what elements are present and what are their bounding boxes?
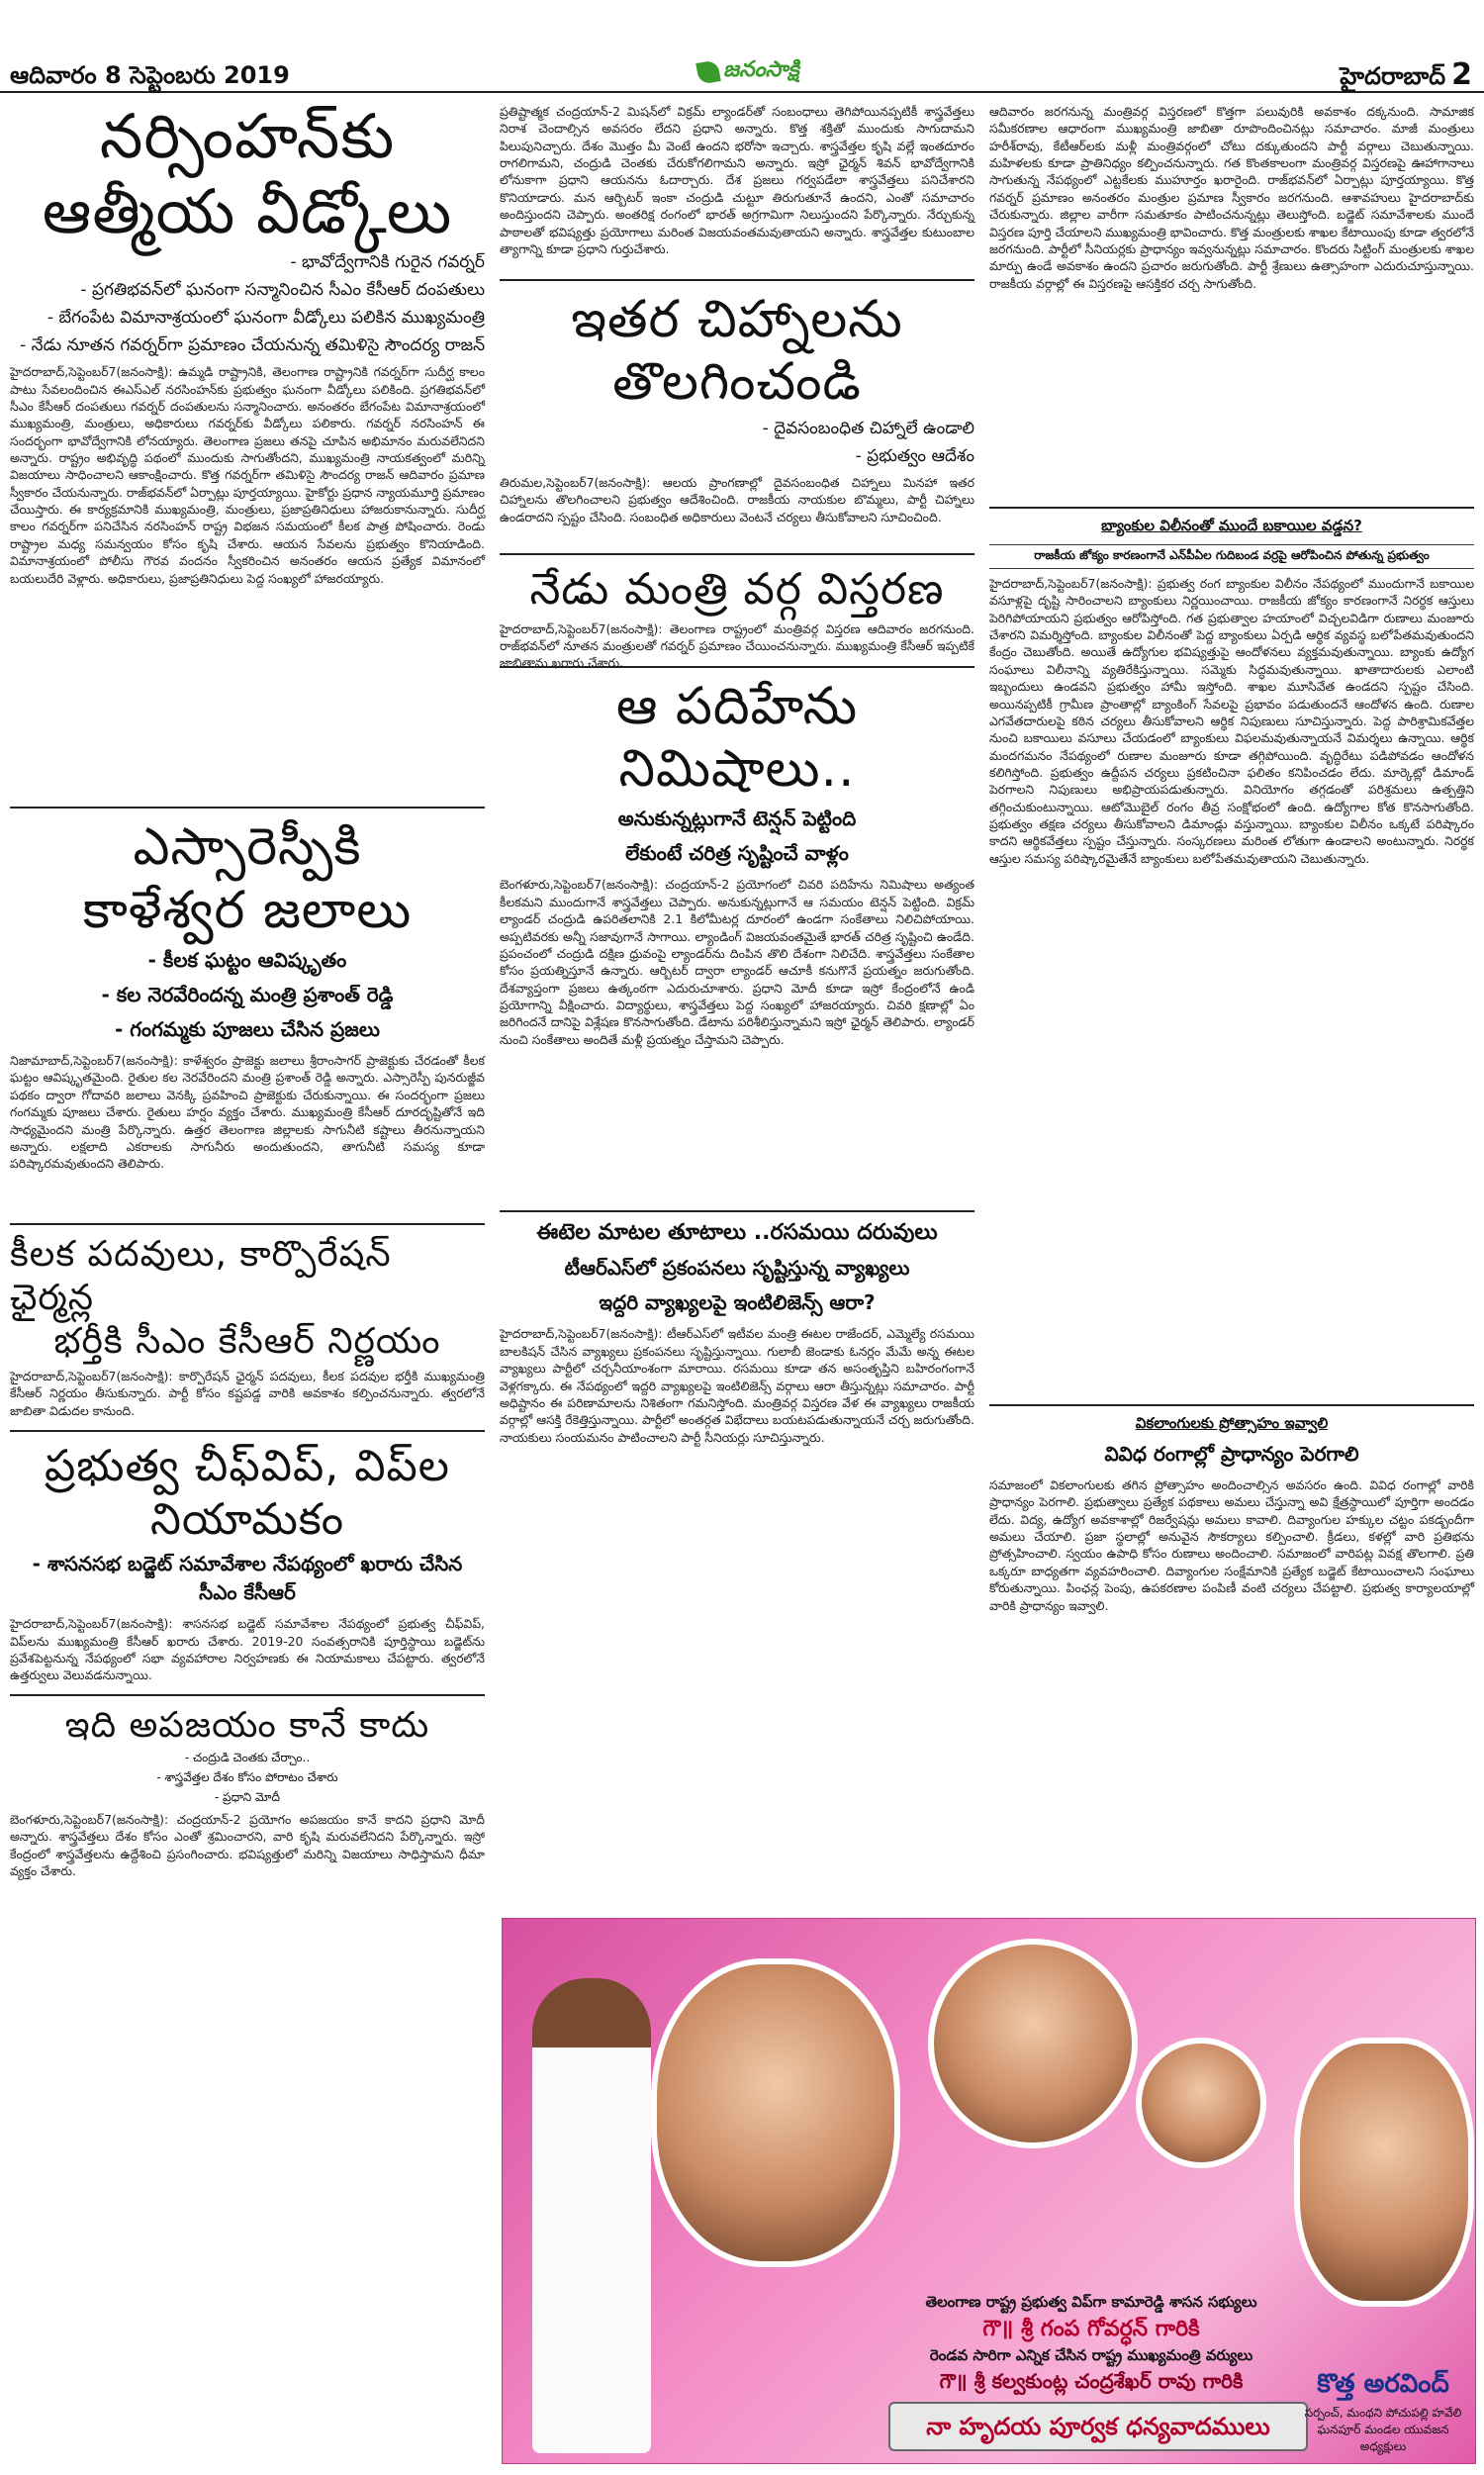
city-name: హైదరాబాద్	[1340, 62, 1446, 90]
article-body: బెంగళూరు,సెప్టెంబర్7(జనంసాక్షి): చంద్రయాన్-2 ప్రయోగం అపజయం కానే కాదని ప్రధాని మోదీ అన్నారు. శాస్త్రవేత్తలు దేశం కోసం ఎంతో శ్రమించారని, వారి కృషి మరువలేనిదని పేర్కొన్నారు. ఇస్రో కేంద్రంలో శాస్త్రవేత్తలను ఉద్దేశించి ప్రసంగించారు. భవిష్యత్తులో మరిన్ని విజయాలు సాధిస్తామని ధీమా వ్యక్తం చేశారు.	[10, 1812, 485, 1879]
headline-disabled: వికలాంగులకు ప్రోత్సాహం ఇవ్వాలి	[1135, 1414, 1329, 1432]
divider	[989, 507, 1474, 509]
headline-not-failure: ఇది అపజయం కానే కాదు	[64, 1705, 430, 1747]
divider	[10, 1430, 485, 1432]
byline: - ప్రధాని మోదీ	[214, 1790, 281, 1805]
deck-line: - బేగంపేట విమానాశ్రయంలో ఘనంగా వీడ్కోలు పలికిన ముఖ్యమంత్రి	[46, 308, 485, 329]
subheading: రాజకీయ జోక్యం కారణంగానే ఎన్‌పీఏల గుదిబండ వర్రపై ఆరోపించిన పోతున్న ప్రభుత్వం	[989, 544, 1474, 569]
article-body: బెంగళూరు,సెప్టెంబర్7(జనంసాక్షి): చంద్రయాన్-2 ప్రయోగంలో చివరి పదిహేను నిమిషాలు అత్యంత కీలకమని ముందుగానే శాస్త్రవేత్తలు చెప్పారు. అనుకున్నట్లుగానే ఆ సమయం టెన్షన్ పెట్టింది. విక్రమ్ ల్యాండర్ చంద్రుడి ఉపరితలానికి 2.1 కిలోమీటర్ల దూరంలో ఉండగా సంకేతాలు నిలిచిపోయాయి. అప్పటివరకు అన్నీ సజావుగానే సాగాయి. ల్యాండింగ్ విజయవంతమైతే భారత్ చరిత్ర సృష్టించి ఉండేది. ప్రపంచంలో చంద్రుడి దక్షిణ ధ్రువంపై ల్యాండర్‌ను దింపిన తొలి దేశంగా నిలిచేది. శాస్త్రవేత్తలు సంకేతాల కోసం ప్రయత్నిస్తూనే ఉన్నారు. ఆర్బిటర్ ద్వారా ల్యాండర్ ఆచూకీ కనుగొనే ప్రయత్నం జరుగుతోంది. దేశవ్యాప్తంగా ప్రజలు ఉత్కంఠగా ఎదురుచూశారు. ప్రధాని మోదీ కూడా ఇస్రో కేంద్రంలోనే ఉండి ప్రయోగాన్ని వీక్షించారు. విద్యార్థులు, శాస్త్రవేత్తలు పెద్ద సంఖ్యలో హాజరయ్యారు. చివరి క్షణాల్లో ఏం జరిగిందనే దానిపై విశ్లేషణ కొనసాగుతోంది. డేటాను పరిశీలిస్తున్నామని ఇస్రో ఛైర్మన్ తెలిపారు. ల్యాండర్ నుంచి సంకేతాలు అందితే మళ్లీ ప్రయత్నం చేస్తామని చెప్పారు.	[500, 877, 974, 1047]
article-body: హైదరాబాద్,సెప్టెంబర్7(జనంసాక్షి): ఉమ్మడి రాష్ట్రానికి, తెలంగాణ రాష్ట్రానికి గవర్నర్‌గా సుదీర్ఘ కాలం పాటు సేవలందించిన ఈఎస్‌ఎల్ నరసింహన్‌కు ప్రభుత్వం ఘనంగా వీడ్కోలు పలికింది. ప్రగతిభవన్‌లో సీఎం కేసీఆర్ దంపతులు గవర్నర్ దంపతులను సన్మానించారు. అనంతరం బేగంపేట విమానాశ్రయంలో ముఖ్యమంత్రి, మంత్రులు, అధికారులు గవర్నర్‌కు వీడ్కోలు పలికారు. గవర్నర్ నరసింహన్ ఈ సందర్భంగా భావోద్వేగానికి లోనయ్యారు. తెలంగాణ ప్రజలు తనపై చూపిన అభిమానం మరువలేనిదని అన్నారు. రాష్ట్రం అభివృద్ధి పథంలో ముందుకు సాగుతోందని, ముఖ్యమంత్రి నాయకత్వంలో మరిన్ని విజయాలు సాధించాలని ఆకాంక్షించారు. కొత్త గవర్నర్‌గా తమిళిసై సౌందర్య రాజన్ ఆదివారం ప్రమాణ స్వీకారం చేయనున్నారు. రాజ్‌భవన్‌లో ఏర్పాట్లు పూర్తయ్యాయి. హైకోర్టు ప్రధాన న్యాయమూర్తి ప్రమాణం చేయిస్తారు. ఈ కార్యక్రమానికి ముఖ్యమంత్రి, మంత్రులు, ప్రజాప్రతినిధులు హాజరుకానున్నారు. సుదీర్ఘ కాలం గవర్నర్‌గా పనిచేసిన నరసింహన్ రాష్ట్ర విభజన సమయంలో కీలక పాత్ర పోషించారు. రెండు రాష్ట్రాల మధ్య సమన్వయం కోసం కృషి చేశారు. ఆయన సేవలను ప్రభుత్వం కొనియాడింది. విమానాశ్రయంలో పోలీసు గౌరవ వందనం స్వీకరించిన అనంతరం ఆయన ప్రత్యేక విమానంలో బయలుదేరి వెళ్లారు. అధికారులు, ప్రజాప్రతినిధులు పెద్ద సంఖ్యలో హాజరయ్యారు.	[10, 364, 485, 586]
deck-line: - కల నెరవేరిందన్న మంత్రి ప్రశాంత్ రెడ్డి	[101, 983, 394, 1007]
headline-posts-line2: భర్తీకి సీఎం కేసీఆర్ నిర్ణయం	[53, 1320, 441, 1362]
headline-governor: నర్సింహన్‌కు	[99, 100, 396, 172]
headline-posts: కీలక పదవులు, కార్పొరేషన్ ఛైర్మన్ల	[10, 1234, 392, 1319]
headline-cabinet: నేడు మంత్రి వర్గ విస్తరణ	[529, 563, 945, 615]
leaf-icon	[696, 59, 720, 84]
headline-chief-whip: ప్రభుత్వ చీఫ్‌విప్, విప్‌ల	[45, 1440, 450, 1491]
article-body: హైదరాబాద్,సెప్టెంబర్7(జనంసాక్షి): శాసనసభ బడ్జెట్ సమావేశాల నేపథ్యంలో ప్రభుత్వ చీఫ్‌విప్, విప్‌లను ముఖ్యమంత్రి కేసీఆర్ ఖరారు చేశారు. 2019-20 సంవత్సరానికి పూర్తిస్థాయి బడ్జెట్‌ను ప్రవేశపెట్టనున్న నేపథ్యంలో సభా వ్యవహారాల నిర్వహణకు ఈ నియామకాలు చేపట్టారు. త్వరలోనే ఉత్తర్వులు వెలువడనున్నాయి.	[10, 1616, 485, 1683]
page-number: 2	[1451, 57, 1472, 92]
column-2	[500, 99, 974, 1537]
deck-line: - గంగమ్మకు పూజలు చేసిన ప్రజలు	[115, 1017, 380, 1042]
deck-line: టీఆర్‌ఎస్‌లో ప్రకంపనలు సృష్టిస్తున్న వ్యాఖ్యలు	[564, 1256, 910, 1281]
article-body: తిరుమల,సెప్టెంబర్7(జనంసాక్షి): ఆలయ ప్రాంగణాల్లో దైవసంబంధిత చిహ్నాలు మినహా ఇతర చిహ్నాలను తొలగించాలని ప్రభుత్వం ఆదేశించింది. రాజకీయ నాయకుల బొమ్మలు, పార్టీ చిహ్నాలు ఉండరాదని స్పష్టం చేసింది. సంబంధిత అధికారులు వెంటనే చర్యలు తీసుకోవాలని సూచించింది.	[500, 474, 974, 524]
divider	[10, 807, 485, 809]
headline-srsp: ఎస్సారెస్పీకి	[133, 817, 362, 878]
divider	[500, 553, 974, 555]
deck-line: - కీలక ఘట్టం ఆవిష్కృతం	[147, 948, 347, 973]
headline-fifteen-minutes: ఆ పదిహేను	[615, 676, 859, 736]
ad-text: గౌ॥ శ్రీ గంప గోవర్ధన్ గారికి	[982, 2317, 1200, 2341]
ad-sponsor-designation: సర్పంచ్, మంథని పోచుపల్లి హవేలి ఘనపూర్ మండల యువజన అధ్యక్షులు	[1304, 2406, 1462, 2453]
edition-date: ఆదివారం 8 సెప్టెంబరు 2019	[10, 61, 290, 89]
headline-etela: ఈటెల మాటల తూటాలు ..రసమయి దరువులు	[536, 1220, 938, 1246]
article-body: ప్రతిష్టాత్మక చంద్రయాన్-2 మిషన్‌లో విక్రమ్ ల్యాండర్‌తో సంబంధాలు తెగిపోయినప్పటికీ శాస్త్రవేత్తలు నిరాశ చెందాల్సిన అవసరం లేదని ప్రధాని అన్నారు. కొత్త శక్తితో ముందుకు సాగుదామని పిలుపునిచ్చారు. దేశం మొత్తం మీ వెంటే ఉందని భరోసా ఇచ్చారు. శాస్త్రవేత్తల కృషి వల్లే ఇంతదూరం రాగలిగామని, చంద్రుడి చెంతకు చేరుకోగలిగామని అన్నారు. ఇస్రో ఛైర్మన్ శివన్ భావోద్వేగానికి లోనుకాగా ప్రధాని ఆయనను ఓదార్చారు. దేశ ప్రజలు గర్వపడేలా శాస్త్రవేత్తలు పనిచేశారని కొనియాడారు. మన ఆర్బిటర్ ఇంకా చంద్రుడి చుట్టూ తిరుగుతూనే ఉందని, ఎంతో సమాచారం అందిస్తుందని చెప్పారు. అంతరిక్ష రంగంలో భారత్ అగ్రగామిగా నిలుస్తుందని పేర్కొన్నారు. నేర్చుకున్న పాఠాలతో భవిష్యత్తు ప్రయోగాలు మరింత విజయవంతమవుతాయని అన్నారు. శాస్త్రవేత్తల కుటుంబాల త్యాగాన్ని కూడా ప్రధాని గుర్తుచేశారు.	[500, 104, 974, 256]
deck-line: - ప్రభుత్వం ఆదేశం	[855, 445, 974, 466]
advertisement	[502, 1918, 1476, 2464]
deck-line: ఇద్దరి వ్యాఖ్యలపై ఇంటిలిజెన్స్ ఆరా?	[599, 1290, 876, 1315]
deck-line: లేకుంటే చరిత్ర సృష్టించే వాళ్లం	[625, 841, 849, 866]
article-body: హైదరాబాద్,సెప్టెంబర్7(జనంసాక్షి): తెలంగాణ రాష్ట్రంలో మంత్రివర్గ విస్తరణ ఆదివారం జరగనుంది. రాజ్‌భవన్‌లో నూతన మంత్రులతో గవర్నర్ ప్రమాణం చేయించనున్నారు. ముఖ్యమంత్రి కేసీఆర్ ఇప్పటికే జాబితాను ఖరారు చేశారు.	[500, 620, 974, 671]
ad-text: రెండవ సారిగా ఎన్నిక చేసిన రాష్ట్ర ముఖ్యమంత్రి వర్యులు	[929, 2346, 1253, 2364]
divider	[500, 279, 974, 281]
divider	[10, 1694, 485, 1696]
headline-srsp-line2: కాళేశ్వర జలాలు	[82, 880, 413, 940]
byline: - శాస్త్రవేత్తల దేశం కోసం పోరాటం చేశారు	[156, 1770, 338, 1785]
divider	[500, 1210, 974, 1212]
article-body: హైదరాబాద్,సెప్టెంబర్7(జనంసాక్షి): కార్పొరేషన్ ఛైర్మన్ పదవులు, కీలక పదవుల భర్తీకి ముఖ్యమంత్రి కేసీఆర్ నిర్ణయం తీసుకున్నారు. పార్టీ కోసం కష్టపడ్డ వారికి అవకాశం కల్పించనున్నారు. త్వరలోనే జాబితా విడుదల కానుంది.	[10, 1368, 485, 1418]
headline-governor-line2: ఆత్మీయ వీడ్కోలు	[42, 174, 453, 247]
person-photo-standing	[532, 1978, 651, 2453]
person-photo-small	[1136, 2038, 1266, 2168]
headline-banks: బ్యాంకుల విలీనంతో ముందే బకాయిల వడ్డన?	[1101, 517, 1362, 534]
column-1	[10, 99, 485, 1904]
divider	[10, 1223, 485, 1225]
edition-city	[1340, 57, 1472, 96]
deck-line: వివిధ రంగాల్లో ప్రాధాన్యం పెరగాలి	[1104, 1442, 1359, 1466]
headline-symbols-line2: తొలగించండి	[612, 352, 862, 413]
deck-line: అనుకున్నట్లుగానే టెన్షన్ పెట్టింది	[617, 807, 857, 831]
column-3	[989, 99, 1474, 1743]
logo-text: జనంసాక్షి	[723, 57, 799, 82]
masthead	[0, 0, 1484, 93]
ad-thanks-banner: నా హృదయ పూర్వక ధన్యవాదములు	[888, 2402, 1308, 2451]
person-photo-center	[928, 1939, 1138, 2148]
headline-chief-whip-line2: నియామకం	[149, 1493, 345, 1545]
ad-text: గౌ॥ శ్రీ కల్వకుంట్ల చంద్రశేఖర్ రావు గారికి	[939, 2369, 1244, 2393]
ad-sponsor-name: కొత్త అరవింద్	[1317, 2369, 1449, 2399]
article-body: ఆదివారం జరగనున్న మంత్రివర్గ విస్తరణలో కొత్తగా పలువురికి అవకాశం దక్కనుంది. సామాజిక సమీకరణాల ఆధారంగా ముఖ్యమంత్రి జాబితా రూపొందించినట్లు సమాచారం. మాజీ మంత్రులు హరీశ్‌రావు, కేటీఆర్‌లకు మళ్లీ మంత్రివర్గంలో చోటు దక్కుతుందని పార్టీ వర్గాలు చెబుతున్నాయి. మహిళలకు కూడా ప్రాతినిధ్యం కల్పించనున్నారు. గత కొంతకాలంగా మంత్రివర్గ విస్తరణపై ఊహాగానాలు సాగుతున్న నేపథ్యంలో ఎట్టకేలకు ముహూర్తం ఖరారైంది. రాజ్‌భవన్‌లో ఏర్పాట్లు పూర్తయ్యాయి. కొత్త గవర్నర్ ప్రమాణం అనంతరం మంత్రుల ప్రమాణ స్వీకారం జరగనుంది. ఆశావహులు హైదరాబాద్‌కు చేరుకున్నారు. జిల్లాల వారీగా సమతూకం పాటించనున్నట్లు తెలుస్తోంది. బడ్జెట్ సమావేశాలకు ముందే విస్తరణ పూర్తి చేయాలని ముఖ్యమంత్రి భావించారు. కొత్త మంత్రులకు శాఖల కేటాయింపు కూడా త్వరలోనే జరగనుంది. పార్టీలో సీనియర్లకు ప్రాధాన్యం ఇవ్వనున్నట్లు సమాచారం. కొందరు సిట్టింగ్ మంత్రులకు శాఖల మార్పు ఉండే అవకాశం ఉందని ప్రచారం జరుగుతోంది. పార్టీ శ్రేణులు ఉత్సాహంగా ఎదురుచూస్తున్నాయి. రాజకీయ వర్గాల్లో ఈ విస్తరణపై ఆసక్తికర చర్చ సాగుతోంది.	[989, 104, 1474, 291]
byline: - చంద్రుడి చెంతకు చేర్చాం..	[184, 1751, 311, 1765]
newspaper-logo	[697, 57, 856, 87]
article-body: హైదరాబాద్,సెప్టెంబర్7(జనంసాక్షి): టీఆర్‌ఎస్‌లో ఇటీవల మంత్రి ఈటల రాజేందర్, ఎమ్మెల్యే రసమయి బాలకిషన్ చేసిన వ్యాఖ్యలు ప్రకంపనలు సృష్టిస్తున్నాయి. గులాబీ జెండాకు ఓనర్లం మేమే అన్న ఈటల వ్యాఖ్యలు పార్టీలో చర్చనీయాంశంగా మారాయి. రసమయి కూడా తన అసంతృప్తిని బహిరంగంగానే వెళ్లగక్కారు. ఈ నేపథ్యంలో ఇద్దరి వ్యాఖ్యలపై ఇంటిలిజెన్స్ వర్గాలు ఆరా తీస్తున్నట్లు సమాచారం. పార్టీ అధిష్టానం ఈ పరిణామాలను నిశితంగా గమనిస్తోంది. మంత్రివర్గ విస్తరణ వేళ ఈ వ్యాఖ్యలు రాజకీయ వర్గాల్లో ఆసక్తి రేకెత్తిస్తున్నాయి. పార్టీలో అంతర్గత విభేదాలు బయటపడుతున్నాయనే చర్చ జరుగుతోంది. నాయకులు సంయమనం పాటించాలని పార్టీ సీనియర్లు సూచిస్తున్నారు.	[500, 1326, 974, 1445]
person-photo-right	[1294, 2038, 1474, 2307]
article-body: సమాజంలో వికలాంగులకు తగిన ప్రోత్సాహం అందించాల్సిన అవసరం ఉంది. వివిధ రంగాల్లో వారికి ప్రాధాన్యం పెరగాలి. ప్రభుత్వాలు ప్రత్యేక పథకాలు అమలు చేస్తున్నా అవి క్షేత్రస్థాయిలో పూర్తిగా అందడం లేదు. విద్య, ఉద్యోగ అవకాశాల్లో రిజర్వేషన్లు అమలు కావాలి. దివ్యాంగుల హక్కుల చట్టం పకడ్బందీగా అమలు చేయాలి. ప్రజా స్థలాల్లో అనువైన సౌకర్యాలు కల్పించాలి. క్రీడలు, కళల్లో వారి ప్రతిభను ప్రోత్సహించాలి. స్వయం ఉపాధి కోసం రుణాలు అందించాలి. సమాజంలో వారిపట్ల వివక్ష తొలగాలి. ప్రతి ఒక్కరూ బాధ్యతగా వ్యవహరించాలి. దివ్యాంగుల సంక్షేమానికి ప్రత్యేక బడ్జెట్ కేటాయించాలని సంఘాలు కోరుతున్నాయి. పింఛన్ల పెంపు, ఉపకరణాల పంపిణీ వంటి చర్యలు చేపట్టాలి. ప్రభుత్వ కార్యాలయాల్లో వారికి ప్రాధాన్యం ఇవ్వాలి.	[989, 1477, 1474, 1613]
divider	[989, 1404, 1474, 1406]
deck-line: - శాసనసభ బడ్జెట్ సమావేశాల నేపథ్యంలో ఖరారు చేసిన సీఎం కేసీఆర్	[32, 1552, 463, 1605]
person-photo-left	[651, 1958, 900, 2267]
headline-symbols: ఇతర చిహ్నాలను	[571, 290, 903, 349]
ad-text: తెలంగాణ రాష్ట్ర ప్రభుత్వ విప్‌గా కామారెడ్డి శాసన సభ్యులు	[925, 2293, 1257, 2311]
deck-line: - నేడు నూతన గవర్నర్‌గా ప్రమాణం చేయనున్న తమిళిసై సౌందర్య రాజన్	[20, 335, 485, 356]
deck-line: - భావోద్వేగానికి గురైన గవర్నర్	[290, 252, 485, 273]
article-body: నిజామాబాద్,సెప్టెంబర్7(జనంసాక్షి): కాళేశ్వరం ప్రాజెక్టు జలాలు శ్రీరాంసాగర్ ప్రాజెక్టుకు చేరడంతో కీలక ఘట్టం ఆవిష్కృతమైంది. రైతుల కల నెరవేరిందని మంత్రి ప్రశాంత్ రెడ్డి అన్నారు. ఎస్సారెస్పీ పునరుజ్జీవ పథకం ద్వారా గోదావరి జలాలు వెనక్కి ప్రవహించి ప్రాజెక్టుకు చేరుకున్నాయి. ఈ సందర్భంగా ప్రజలు గంగమ్మకు పూజలు చేశారు. రైతులు హర్షం వ్యక్తం చేశారు. ముఖ్యమంత్రి కేసీఆర్ దూరదృష్టితోనే ఇది సాధ్యమైందని మంత్రి పేర్కొన్నారు. ఉత్తర తెలంగాణ జిల్లాలకు సాగునీటి కష్టాలు తీరనున్నాయని అన్నారు. లక్షలాది ఎకరాలకు సాగునీరు అందుతుందని, తాగునీటి సమస్య కూడా పరిష్కారమవుతుందని తెలిపారు.	[10, 1053, 485, 1172]
deck-line: - దైవసంబంధిత చిహ్నాలే ఉండాలి	[762, 418, 974, 438]
article-body: హైదరాబాద్,సెప్టెంబర్7(జనంసాక్షి): ప్రభుత్వ రంగ బ్యాంకుల విలీనం నేపథ్యంలో ముందుగానే బకాయిల వసూళ్లపై దృష్టి సారించాలని బ్యాంకులు నిర్ణయించాయి. రాజకీయ జోక్యం కారణంగానే నిరర్థక ఆస్తులు పెరిగిపోయాయని ప్రభుత్వం ఆరోపిస్తోంది. గత ప్రభుత్వాల హయాంలో విచ్చలవిడిగా రుణాలు మంజూరు చేశారని విమర్శిస్తోంది. బ్యాంకుల విలీనంతో పెద్ద బ్యాంకులు ఏర్పడి ఆర్థిక వ్యవస్థ బలోపేతమవుతుందని కేంద్రం చెబుతోంది. అయితే ఉద్యోగుల భవిష్యత్తుపై ఆందోళనలు వ్యక్తమవుతున్నాయి. బ్యాంకు ఉద్యోగ సంఘాలు విలీనాన్ని వ్యతిరేకిస్తున్నాయి. సమ్మెకు సిద్ధమవుతున్నాయి. ఖాతాదారులకు ఎలాంటి ఇబ్బందులు ఉండవని ప్రభుత్వం హామీ ఇస్తోంది. శాఖల మూసివేత ఉండదని స్పష్టం చేసింది. అయినప్పటికీ గ్రామీణ ప్రాంతాల్లో బ్యాంకింగ్ సేవలపై ప్రభావం పడుతుందనే ఆందోళన ఉంది. రుణాల ఎగవేతదారులపై కఠిన చర్యలు తీసుకోవాలని ఆర్థిక నిపుణులు సూచిస్తున్నారు. పెద్ద పారిశ్రామికవేత్తల నుంచి బకాయిలు వసూలు చేయడంలో బ్యాంకులు విఫలమవుతున్నాయనే విమర్శలు ఉన్నాయి. ఆర్థిక మందగమనం నేపథ్యంలో రుణాల మంజూరు కూడా తగ్గిపోయింది. వృద్ధిరేటు పడిపోవడం ఆందోళన కలిగిస్తోంది. ప్రభుత్వం ఉద్దీపన చర్యలు ప్రకటించినా ఫలితం కనిపించడం లేదు. మార్కెట్లో డిమాండ్ పెరగాలని నిపుణులు అభిప్రాయపడుతున్నారు. వినియోగం తగ్గడంతో పరిశ్రమలు ఉత్పత్తిని తగ్గించుకుంటున్నాయి. ఆటోమొబైల్ రంగం తీవ్ర సంక్షోభంలో ఉంది. ఉద్యోగాల కోత కొనసాగుతోంది. ప్రభుత్వం తక్షణ చర్యలు తీసుకోవాలని డిమాండ్లు వస్తున్నాయి. బ్యాంకుల విలీనం ఒక్కటే పరిష్కారం కాదని ఆర్థికవేత్తలు స్పష్టం చేస్తున్నారు. సంస్కరణలు మరింత లోతుగా ఉండాలని అంటున్నారు. నిరర్థక ఆస్తుల సమస్య పరిష్కారమైతేనే బ్యాంకులు బలోపేతమవుతాయని చెబుతున్నారు.	[989, 576, 1474, 866]
headline-fifteen-minutes-line2: నిమిషాలు..	[618, 738, 856, 799]
deck-line: - ప్రగతిభవన్‌లో ఘనంగా సన్మానించిన సీఎం కేసీఆర్ దంపతులు	[80, 280, 485, 301]
